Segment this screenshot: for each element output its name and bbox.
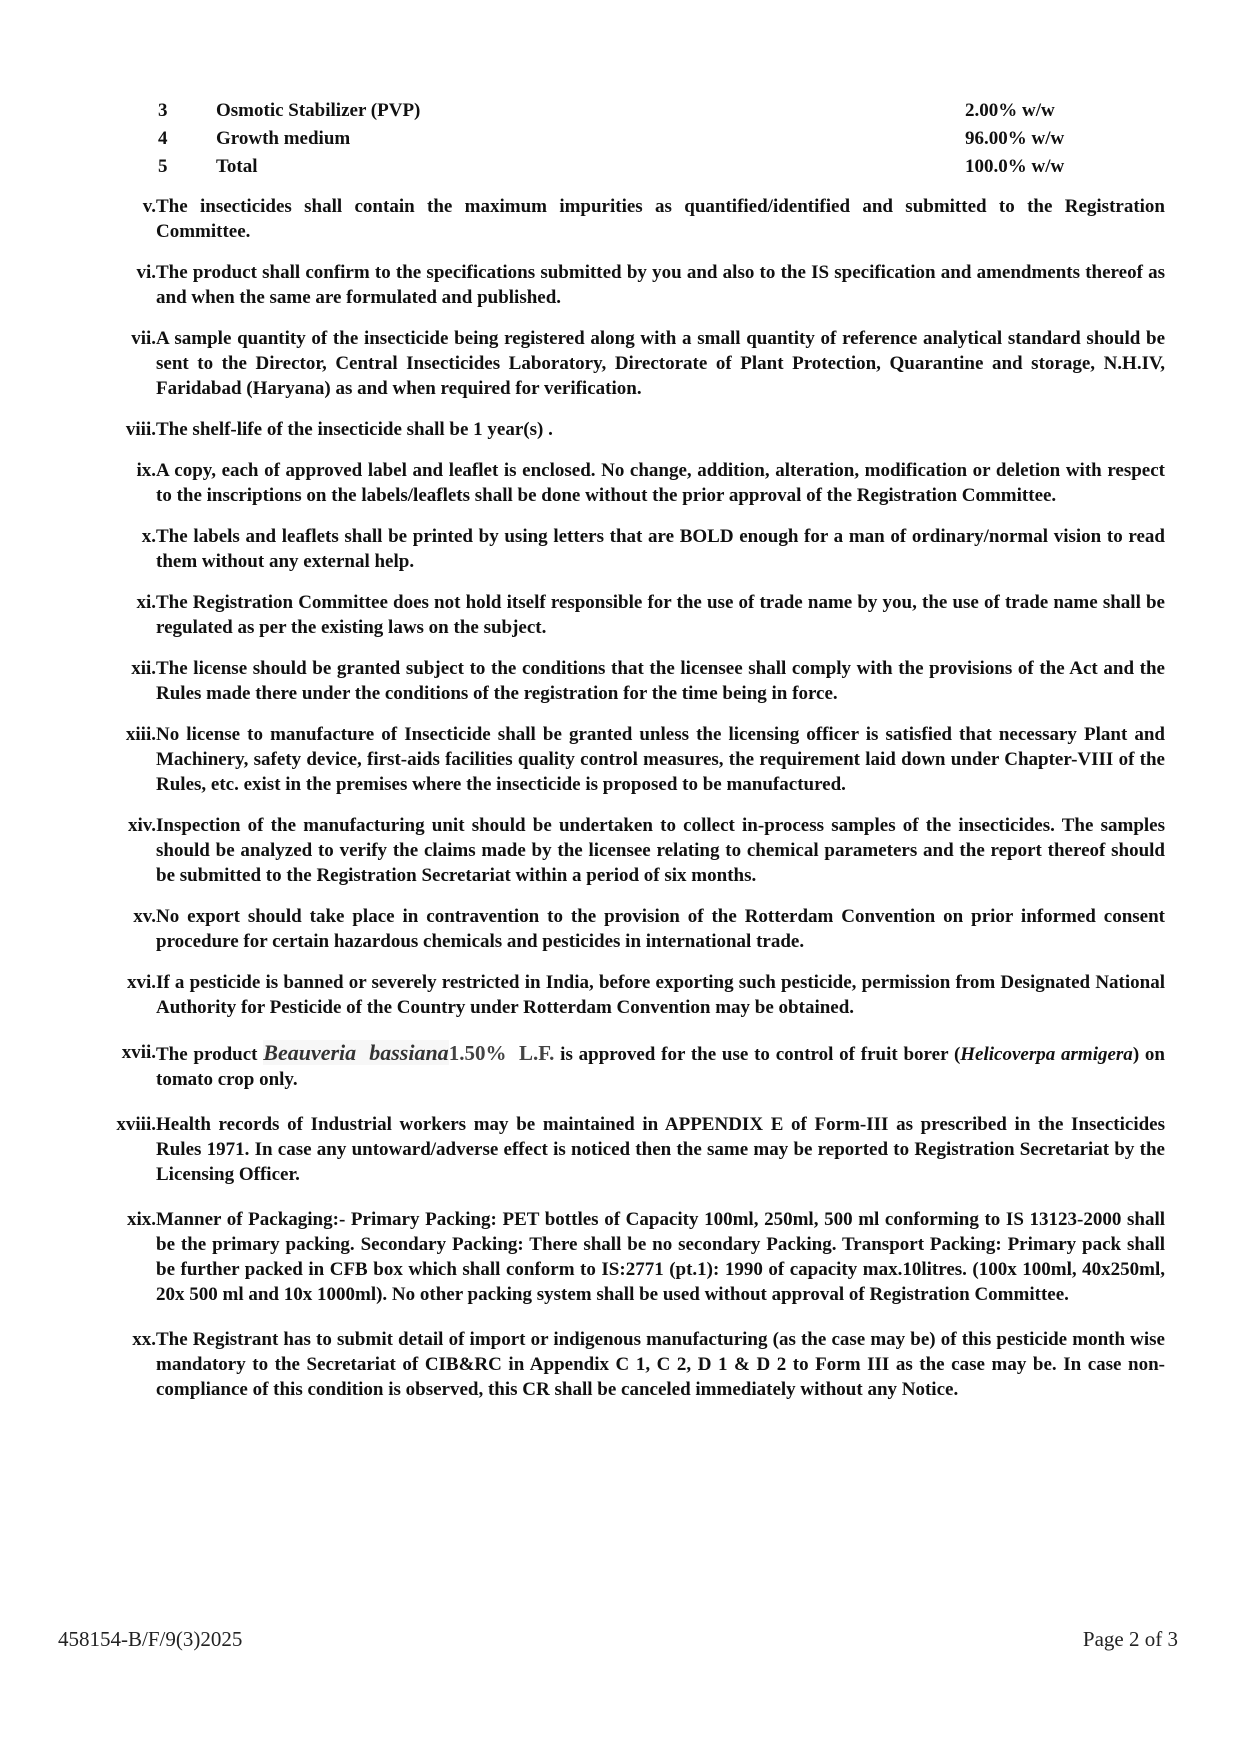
- pest-name: Helicoverpa armigera: [960, 1044, 1133, 1065]
- condition-text: The Registrant has to submit detail of import or indigenous manufacturing (as the case may be) of this pesticide month wise mandatory to the Secretariat of CIB&RC in Appendix C 1, C 2, D 1 & D 2 to Form III as the case may be. In case non-compliance of this condition is observed, this CR shall be canceled immediately without any Notice.: [156, 1329, 1165, 1400]
- condition-item: [100, 722, 1165, 797]
- condition-number: viii.: [125, 419, 156, 440]
- row-number: 5: [158, 156, 168, 177]
- condition-text: [156, 1040, 1165, 1092]
- ingredient-value: 96.00% w/w: [965, 128, 1065, 149]
- condition-number: xi.: [136, 592, 156, 613]
- condition-number: x.: [141, 526, 156, 547]
- condition-item: [100, 656, 1165, 706]
- condition-item: [100, 904, 1165, 954]
- condition-text: Manner of Packaging:- Primary Packing: PET bottles of Capacity 100ml, 250ml, 500 ml conforming to IS 13123-2000 shall be the primary packing. Secondary Packing: There shall be no secondary Packing. Transport Packing: Primary pack shall be further packed in CFB box which shall conform to IS:2771 (pt.1): 1990 of capacity max.10litres. (100x 100ml, 40x250ml, 20x 500 ml and 10x 1000ml). No other packing system shall be used without approval of Registration Committee.: [156, 1209, 1165, 1305]
- condition-number: xvii.: [121, 1042, 156, 1063]
- document-reference: 458154-B/F/9(3)2025: [58, 1627, 243, 1651]
- condition-text: If a pesticide is banned or severely restricted in India, before exporting such pesticide, permission from Designated National Authority for Pesticide of the Country under Rotterdam Convention may be obtained.: [156, 972, 1165, 1018]
- condition-text: Inspection of the manufacturing unit should be undertaken to collect in-process samples of the insecticides. The samples should be analyzed to verify the claims made by the licensee relating to chemical parameters and the report thereof should be submitted to the Registration Secretariat within a period of six months.: [156, 815, 1165, 886]
- text-middle: is approved for the use to control of fruit borer (: [554, 1044, 961, 1065]
- condition-number: vii.: [131, 328, 156, 349]
- condition-text: The license should be granted subject to the conditions that the licensee shall comply with the provisions of the Act and the Rules made there under the conditions of the registration for the time being in force.: [156, 658, 1165, 704]
- condition-text: Health records of Industrial workers may be maintained in APPENDIX E of Form-III as prescribed in the Insecticides Rules 1971. In case any untoward/adverse effect is noticed then the same may be reported to Registration Secretariat by the Licensing Officer.: [156, 1114, 1165, 1185]
- condition-text: The labels and leaflets shall be printed by using letters that are BOLD enough for a man of ordinary/normal vision to read them without any external help.: [156, 526, 1165, 572]
- condition-item-product-approval: [100, 1040, 1165, 1092]
- condition-number: v.: [142, 196, 156, 217]
- condition-item: [100, 458, 1165, 508]
- ingredient-name: Total: [216, 156, 258, 177]
- condition-number: xii.: [131, 658, 156, 679]
- condition-item: [100, 524, 1165, 574]
- row-number: 4: [158, 128, 168, 149]
- condition-text: No license to manufacture of Insecticide shall be granted unless the licensing officer is satisfied that necessary Plant and Machinery, safety device, first-aids facilities quality control measures, the requirement laid down under Chapter-VIII of the Rules, etc. exist in the premises where the insecticide is proposed to be manufactured.: [156, 724, 1165, 795]
- condition-item: [100, 417, 1165, 442]
- condition-item: [100, 1207, 1165, 1307]
- condition-number: xviii.: [116, 1114, 156, 1135]
- composition-table: [150, 97, 1090, 181]
- page-footer: [58, 1627, 1178, 1652]
- condition-item: [100, 1112, 1165, 1187]
- condition-text: The insecticides shall contain the maximum impurities as quantified/identified and submitted to the Registration Committee.: [156, 196, 1165, 242]
- conditions-list: [100, 194, 1165, 1418]
- condition-number: ix.: [136, 460, 156, 481]
- page-number: Page 2 of 3: [1082, 1627, 1178, 1651]
- condition-number: xiii.: [125, 724, 156, 745]
- condition-text: No export should take place in contravention to the provision of the Rotterdam Convention on prior informed consent procedure for certain hazardous chemicals and pesticides in international trade.: [156, 906, 1165, 952]
- condition-item: [100, 260, 1165, 310]
- condition-text: The Registration Committee does not hold itself responsible for the use of trade name by you, the use of trade name shall be regulated as per the existing laws on the subject.: [156, 592, 1165, 638]
- text-prefix: The product: [156, 1044, 264, 1065]
- ingredient-value: 100.0% w/w: [965, 156, 1065, 177]
- composition-row: [150, 125, 1090, 153]
- ingredient-name: Growth medium: [216, 128, 351, 149]
- composition-row: [150, 97, 1090, 125]
- condition-number: xix.: [126, 1209, 156, 1230]
- product-concentration: 1.50% L.F.: [448, 1041, 555, 1065]
- condition-text: The product shall confirm to the specifications submitted by you and also to the IS specification and amendments thereof as and when the same are formulated and published.: [156, 262, 1165, 308]
- condition-text: The shelf-life of the insecticide shall be 1 year(s) .: [156, 419, 553, 440]
- condition-number: vi.: [136, 262, 156, 283]
- condition-item: [100, 1327, 1165, 1402]
- condition-item: [100, 813, 1165, 888]
- condition-number: xx.: [132, 1329, 156, 1350]
- text-suffix: ) on tomato crop only.: [156, 1044, 1165, 1090]
- condition-item: [100, 194, 1165, 244]
- condition-item: [100, 326, 1165, 401]
- row-number: 3: [158, 100, 168, 121]
- condition-text: A sample quantity of the insecticide being registered along with a small quantity of reference analytical standard should be sent to the Director, Central Insecticides Laboratory, Directorate of Plant Protection, Quarantine and storage, N.H.IV, Faridabad (Haryana) as and when required for verification.: [156, 328, 1165, 399]
- condition-number: xiv.: [128, 815, 156, 836]
- ingredient-name: Osmotic Stabilizer (PVP): [216, 100, 421, 121]
- condition-number: xvi.: [126, 972, 156, 993]
- condition-text: A copy, each of approved label and leaflet is enclosed. No change, addition, alteration, modification or deletion with respect to the inscriptions on the labels/leaflets shall be done without the prior approval of the Registration Committee.: [156, 460, 1165, 506]
- product-name: Beauveria bassiana: [263, 1040, 449, 1065]
- composition-row: [150, 153, 1090, 181]
- condition-item: [100, 590, 1165, 640]
- condition-item: [100, 970, 1165, 1020]
- condition-number: xv.: [133, 906, 156, 927]
- ingredient-value: 2.00% w/w: [965, 100, 1055, 121]
